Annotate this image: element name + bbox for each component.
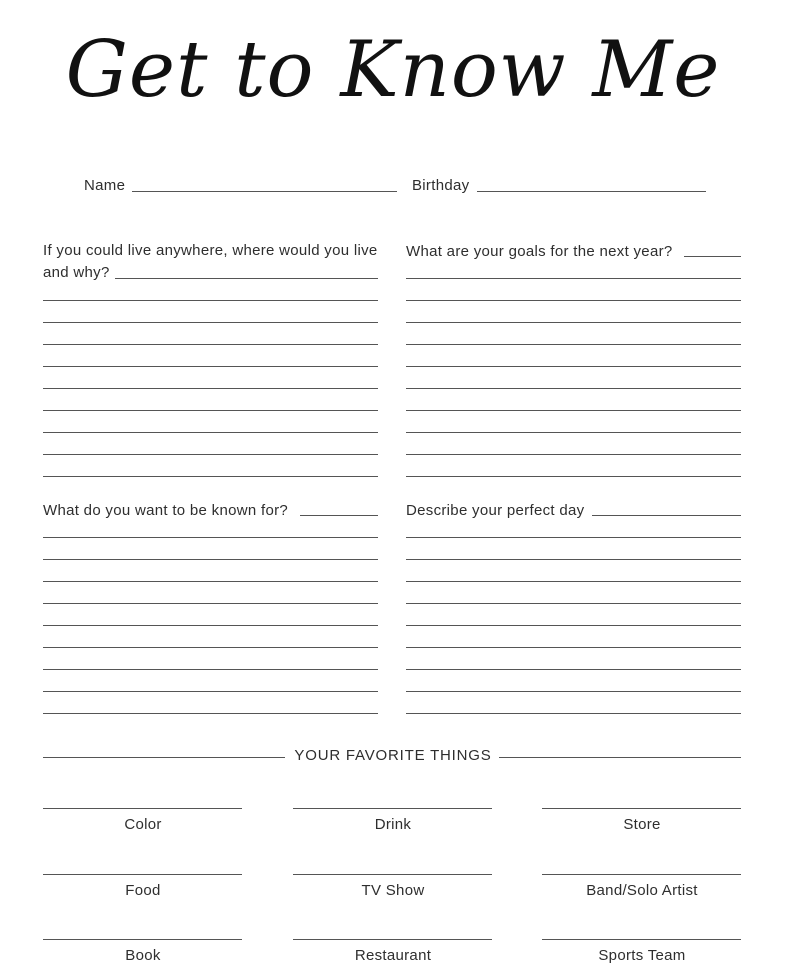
name-label: Name <box>84 177 126 194</box>
answer-line[interactable] <box>406 454 741 455</box>
birthday-field[interactable] <box>477 191 706 192</box>
favorite-color-label: Color <box>124 816 162 833</box>
answer-line[interactable] <box>43 366 378 367</box>
answer-line[interactable] <box>43 454 378 455</box>
favorite-food-field[interactable] <box>43 874 242 875</box>
answer-line[interactable] <box>43 388 378 389</box>
favorite-artist-field[interactable] <box>542 874 741 875</box>
answer-line[interactable] <box>43 647 378 648</box>
answer-line[interactable] <box>43 432 378 433</box>
favorite-store-label: Store <box>623 816 661 833</box>
answer-line[interactable] <box>43 581 378 582</box>
answer-line[interactable] <box>406 537 741 538</box>
answer-line[interactable] <box>406 322 741 323</box>
question-perfect-day-label: Describe your perfect day <box>406 502 585 519</box>
answer-line[interactable] <box>43 713 378 714</box>
answer-line[interactable] <box>406 559 741 560</box>
answer-line[interactable] <box>406 432 741 433</box>
answer-line[interactable] <box>43 691 378 692</box>
answer-line[interactable] <box>406 581 741 582</box>
favorite-sports-team-field[interactable] <box>542 939 741 940</box>
answer-line[interactable] <box>43 669 378 670</box>
favorite-store-field[interactable] <box>542 808 741 809</box>
name-field[interactable] <box>132 191 397 192</box>
answer-line[interactable] <box>43 559 378 560</box>
question-goals-label: What are your goals for the next year? <box>406 243 673 260</box>
question-live-anywhere-label: If you could live anywhere, where would you live and why? <box>43 242 378 281</box>
answer-line[interactable] <box>406 647 741 648</box>
answer-line[interactable] <box>406 388 741 389</box>
answer-line[interactable] <box>406 410 741 411</box>
answer-line[interactable] <box>43 322 378 323</box>
favorite-restaurant-label: Restaurant <box>354 947 432 964</box>
page-title: Get to Know Me <box>65 25 721 115</box>
question-known-for-label: What do you want to be known for? <box>43 502 289 519</box>
favorite-artist-label: Band/Solo Artist <box>586 882 698 899</box>
birthday-label: Birthday <box>412 177 470 194</box>
answer-line[interactable] <box>43 410 378 411</box>
answer-line[interactable] <box>43 537 378 538</box>
answer-line[interactable] <box>406 300 741 301</box>
favorite-book-field[interactable] <box>43 939 242 940</box>
favorite-color-field[interactable] <box>43 808 242 809</box>
answer-line[interactable] <box>592 515 741 516</box>
favorite-sports-team-label: Sports Team <box>598 947 686 964</box>
answer-line[interactable] <box>406 669 741 670</box>
answer-line[interactable] <box>300 515 378 516</box>
answer-line[interactable] <box>43 476 378 477</box>
section-divider-right <box>499 757 741 758</box>
answer-line[interactable] <box>406 603 741 604</box>
answer-line[interactable] <box>115 278 378 279</box>
answer-line[interactable] <box>406 713 741 714</box>
favorite-drink-label: Drink <box>374 816 412 833</box>
answer-line[interactable] <box>43 344 378 345</box>
answer-line[interactable] <box>406 366 741 367</box>
answer-line[interactable] <box>43 300 378 301</box>
answer-line[interactable] <box>406 344 741 345</box>
answer-line[interactable] <box>406 691 741 692</box>
answer-line[interactable] <box>406 278 741 279</box>
favorite-drink-field[interactable] <box>293 808 492 809</box>
answer-line[interactable] <box>43 625 378 626</box>
answer-line[interactable] <box>406 625 741 626</box>
favorite-food-label: Food <box>125 882 161 899</box>
favorite-restaurant-field[interactable] <box>293 939 492 940</box>
favorite-tv-show-field[interactable] <box>293 874 492 875</box>
answer-line[interactable] <box>43 603 378 604</box>
favorite-tv-show-label: TV Show <box>361 882 425 899</box>
answer-line[interactable] <box>684 256 741 257</box>
answer-line[interactable] <box>406 476 741 477</box>
favorites-section-title: YOUR FAVORITE THINGS <box>294 747 492 764</box>
favorite-book-label: Book <box>125 947 161 964</box>
